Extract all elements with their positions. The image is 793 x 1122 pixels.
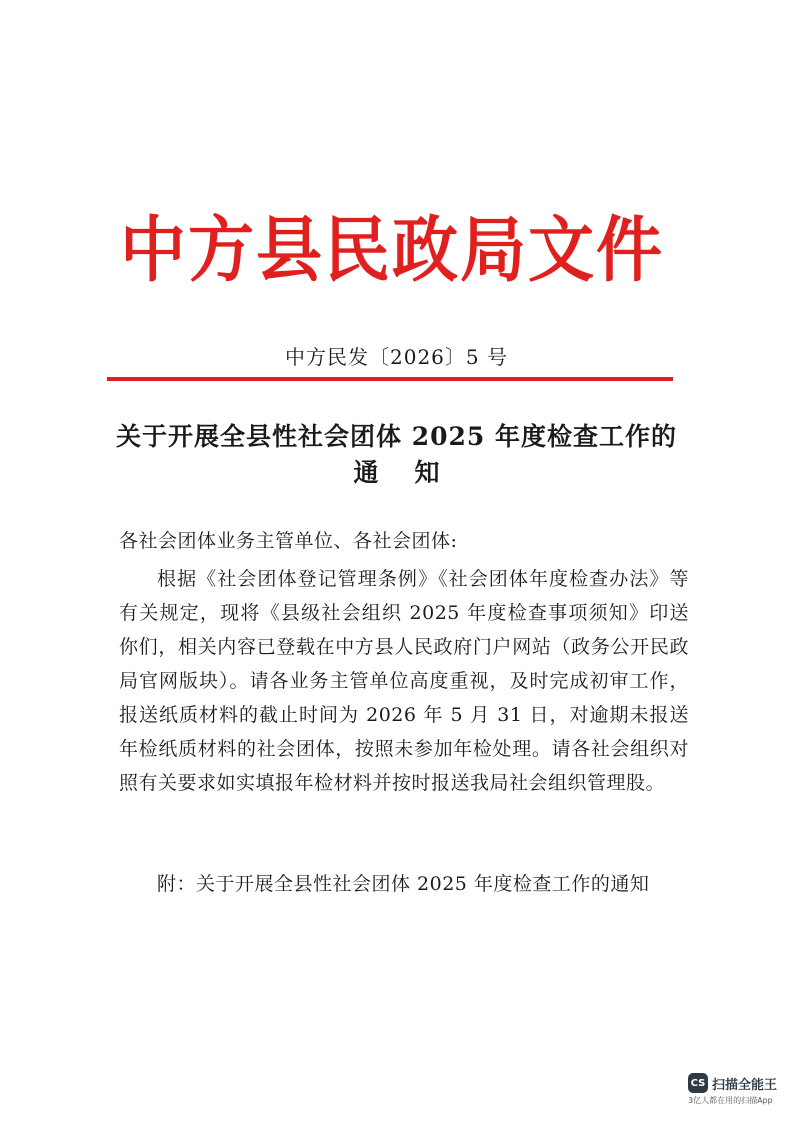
watermark-tagline: 3亿人都在用的扫描App xyxy=(687,1096,773,1105)
scanner-watermark xyxy=(688,1073,777,1106)
document-masthead: 中方县民政局文件 xyxy=(120,207,664,292)
document-title-line1: 关于开展全县性社会团体 2025 年度检查工作的 xyxy=(116,422,677,451)
camscanner-logo-icon: CS xyxy=(688,1073,708,1093)
attachment-note: 附：关于开展全县性社会团体 2025 年度检查工作的通知 xyxy=(157,873,650,895)
document-title-line2: 通知 xyxy=(353,458,476,487)
red-divider-line xyxy=(107,377,673,381)
watermark-app-name: 扫描全能王 xyxy=(711,1077,777,1093)
document-number: 中方民发〔2026〕5 号 xyxy=(285,345,508,369)
body-paragraph: 根据《社会团体登记管理条例》《社会团体年度检查办法》等有关规定，现将《县级社会组织 2025 年度检查事项须知》印送你们，相关内容已登载在中方县人民政府门户网站（政务公开民政局官网版块）。请各业务主管单位高度重视，及时完成初审工作，报送纸质材料的截止时间为 2026 年 5 月 31 日，对逾期未报送年检纸质材料的社会团体，按照未参加年检处理。请各社会组织对照有关要求如实填报年检材料并按时报送我局社会组织管理股。 xyxy=(119,568,689,794)
salutation: 各社会团体业务主管单位、各社会团体: xyxy=(119,530,458,552)
